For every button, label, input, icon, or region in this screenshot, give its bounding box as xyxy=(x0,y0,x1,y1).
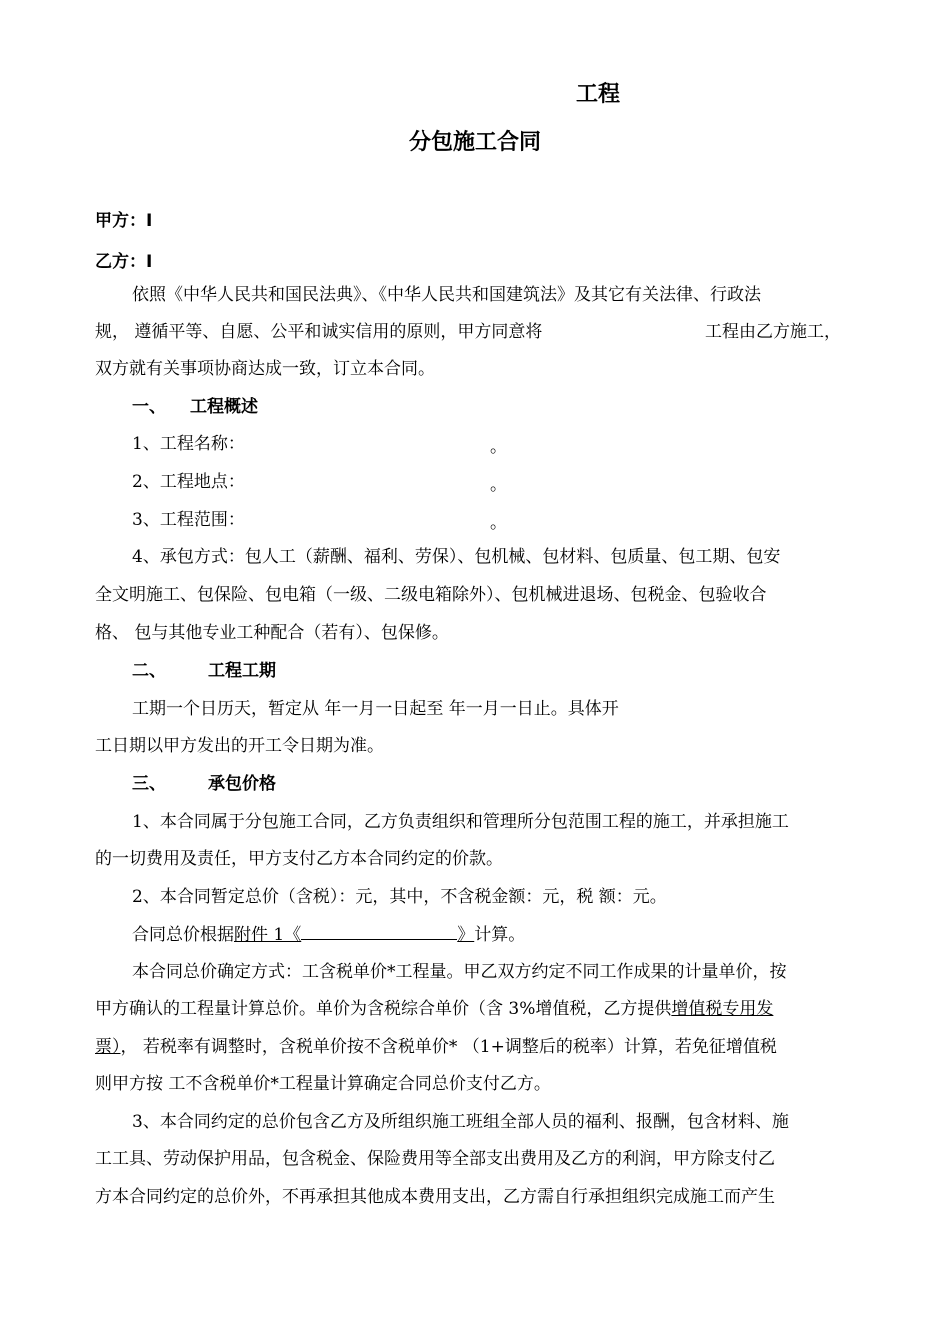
project-scope-end: 。 xyxy=(490,513,507,533)
intro-line-3: 双方就有关事项协商达成一致，订立本合同。 xyxy=(95,359,435,379)
section2-number: 二、 xyxy=(132,661,166,681)
price-p3-line-2-text: 甲方确认的工程量计算总价。单价为含税综合单价（含 3%增值税，乙方提供 xyxy=(95,999,672,1019)
contract-mode-line-3: 格、 包与其他专业工种配合（若有）、包保修。 xyxy=(95,623,449,643)
schedule-line-2: 工日期以甲方发出的开工令日期为准。 xyxy=(95,736,384,756)
section3-heading: 承包价格 xyxy=(208,774,276,794)
project-location-end: 。 xyxy=(490,475,507,495)
price-p3-line-1: 本合同总价确定方式：工含税单价*工程量。甲乙双方约定不同工作成果的计量单价，按 xyxy=(132,962,787,982)
section1-heading: 工程概述 xyxy=(190,397,258,417)
price-basis-suffix: 计算。 xyxy=(474,925,526,945)
price-p1-line-1: 1、本合同属于分包施工合同，乙方负责组织和管理所分包范围工程的施工，并承担施工 xyxy=(132,812,789,832)
intro-line-1: 依照《中华人民共和国民法典》、《中华人民共和国建筑法》及其它有关法律、行政法 xyxy=(132,285,761,305)
price-p4-line-2: 工工具、劳动保护用品，包含税金、保险费用等全部支出费用及乙方的利润，甲方除支付乙 xyxy=(95,1149,775,1169)
attachment-1-close: 》 xyxy=(457,925,475,945)
price-p4-line-1: 3、本合同约定的总价包含乙方及所组织施工班组全部人员的福利、报酬，包含材料、施 xyxy=(132,1112,789,1132)
intro-line-2b: 工程由乙方施工， xyxy=(705,322,841,342)
vat-invoice-link[interactable]: 增值税专用发 xyxy=(671,999,774,1019)
intro-line-2a: 规， 遵循平等、自愿、公平和诚实信用的原则，甲方同意将 xyxy=(95,322,543,342)
party-a: 甲方：I xyxy=(95,211,153,231)
contract-mode-line-1: 4、承包方式：包人工（薪酬、福利、劳保）、包机械、包材料、包质量、包工期、包安 xyxy=(132,547,781,567)
price-p3-line-3 xyxy=(95,1036,777,1058)
party-b: 乙方：I xyxy=(95,252,153,272)
price-p2-line-1: 2、本合同暂定总价（含税）：元，其中，不含税金额：元，税 额：元。 xyxy=(132,887,667,907)
price-p3-line-2 xyxy=(95,998,773,1020)
price-p3-line-3-text: ， 若税率有调整时，含税单价按不含税单价* （1+调整后的税率）计算，若免征增值税 xyxy=(120,1037,777,1057)
vat-invoice-link-end[interactable]: 票） xyxy=(95,1037,121,1057)
price-p4-line-3: 方本合同约定的总价外，不再承担其他成本费用支出，乙方需自行承担组织完成施工而产生 xyxy=(95,1187,775,1207)
price-basis-prefix: 合同总价根据 xyxy=(132,925,234,945)
project-name-label: 1、工程名称： xyxy=(132,434,245,454)
price-p1-line-2: 的一切费用及责任，甲方支付乙方本合同约定的价款。 xyxy=(95,849,503,869)
section2-heading: 工程工期 xyxy=(208,661,276,681)
attachment-1-link[interactable]: 附件 1《 xyxy=(234,925,302,945)
section1-number: 一、 xyxy=(132,397,166,417)
contract-mode-line-2: 全文明施工、包保险、包电箱（一级、二级电箱除外）、包机械进退场、包税金、包验收合 xyxy=(95,585,767,605)
section3-number: 三、 xyxy=(132,774,166,794)
price-p3-line-4: 则甲方按 工不含税单价*工程量计算确定合同总价支付乙方。 xyxy=(95,1074,551,1094)
price-p2-line-2 xyxy=(132,923,525,946)
attachment-1-blank xyxy=(301,923,457,940)
project-location-label: 2、工程地点： xyxy=(132,472,245,492)
title-line-2: 分包施工合同 xyxy=(409,130,542,155)
project-scope-label: 3、工程范围： xyxy=(132,510,245,530)
title-line-1: 工程 xyxy=(576,82,621,107)
project-name-end: 。 xyxy=(490,437,507,457)
schedule-line-1: 工期一个日历天，暂定从 年一月一日起至 年一月一日止。具体开 xyxy=(132,699,619,719)
